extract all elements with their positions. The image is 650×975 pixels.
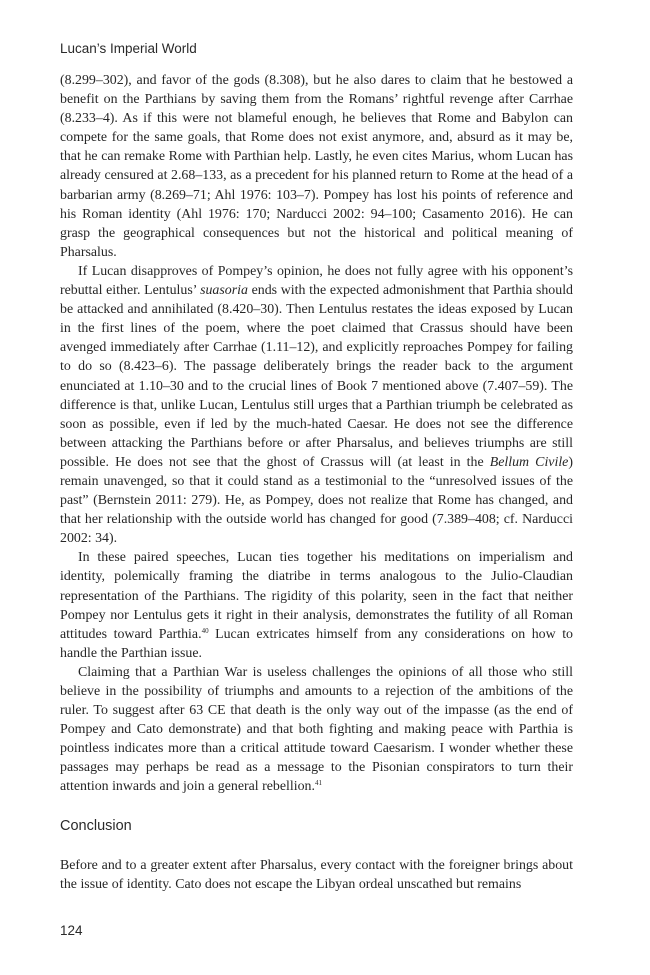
main-text (60, 71, 573, 797)
paragraph-3-text-b: Lucan extricates himself from any considerations on how to handle the Parthian issue. (60, 626, 573, 661)
paragraph-3 (60, 548, 573, 663)
section-heading-conclusion: Conclusion (60, 818, 132, 834)
italic-term-suasoria: suasoria (200, 283, 248, 299)
conclusion-text (60, 856, 573, 894)
paragraph-2-text-b: ends with the expected admonishment that Parthia should be attacked and annihilated (8.420–30). Then Lentulus restates the ideas exposed by Lucan in the first lines of the poem, where the poet claimed that Crassus should have been avenged immediately after Carrhae (1.11–12), and explicitly reproaches Pompey for failing to do so (8.423–6). The passage deliberately brings the reader back to the argument enunciated at 1.10–30 and to the crucial lines of Book 7 mentioned above (7.407–59). The difference is that, unlike Lucan, Lentulus still urges that a Parthian triumph be celebrated as soon as possible, even if led by the much-hated Caesar. He does not see the difference between attacking the Parthians before or after Pharsalus, and believes triumphs are still possible. He does not see that the ghost of Crassus will (at least in the (60, 283, 574, 470)
paragraph-1: (8.299–302), and favor of the gods (8.308), but he also dares to claim that he bestowed a benefit on the Parthians by saving them from the Romans’ rightful revenge after Carrhae (8.233–4). As if this were not blameful enough, he believes that Rome and Babylon can compete for the same goals, that Rome does not exist anymore, and, absurd as it may be, that he can remake Rome with Parthian help. Lastly, he even cites Marius, whom Lucan has already censured at 2.68–133, as a precedent for his planned return to Rome at the head of a barbarian army (8.269–71; Ahl 1976: 103–7). Pompey has lost his points of reference and his Roman identity (Ahl 1976: 170; Narducci 2002: 94–100; Casamento 2016). He can grasp the geographical consequences but not the historical and political meaning of Pharsalus. (60, 73, 573, 260)
paragraph-4 (60, 663, 573, 797)
paragraph-2-text-a: If Lucan disapproves of Pompey’s opinion, he does not fully agree with his opponent’s rebuttal either. Lentulus’ (60, 263, 573, 299)
italic-title-bellum-civile: Bellum Civile (489, 454, 569, 470)
paragraph-4-text-a: Claiming that a Parthian War is useless challenges the opinions of all those who still believe in the possibility of triumphs and amounts to a rejection of the ambitions of the ruler. To suggest after 63 CE that death is the only way out of the impasse (as the end of Pompey and Cato demonstrate) and that both fighting and making peace with Parthia is pointless indicates more than a critical attitude toward Caesarism. I wonder whether these passages may perhaps be read as a message to the Pisonian conspirators to turn their attention inwards and join a general rebellion. (60, 664, 573, 795)
page-number: 124 (60, 923, 83, 938)
paragraph-2-text-c: ) remain unavenged, so that it could stand as a testimonial to the “unresolved issues of the past” (Bernstein 2011: 279). He, as Pompey, does not realize that Rome has changed, and that her relationship with the outside world has changed for good (7.389–408; cf. Narducci 2002: 34). (60, 454, 573, 547)
paragraph-3-text-a: In these paired speeches, Lucan ties together his meditations on imperialism and identity, polemically framing the diatribe in terms analogous to the Julio-Claudian representation of the Parthians. The rigidity of this polarity, seen in the fact that neither Pompey nor Lentulus gets it right in their analysis, demonstrates the futility of all Roman attitudes toward Parthia. (60, 550, 573, 642)
running-head: Lucan’s Imperial World (60, 41, 197, 56)
paragraph-2 (60, 262, 573, 548)
footnote-ref-41[interactable]: 41 (314, 779, 322, 788)
conclusion-paragraph-1: Before and to a greater extent after Pharsalus, every contact with the foreigner brings about the issue of identity. Cato does not escape the Libyan ordeal unscathed but remains (60, 858, 573, 893)
footnote-ref-40[interactable]: 40 (201, 626, 209, 635)
